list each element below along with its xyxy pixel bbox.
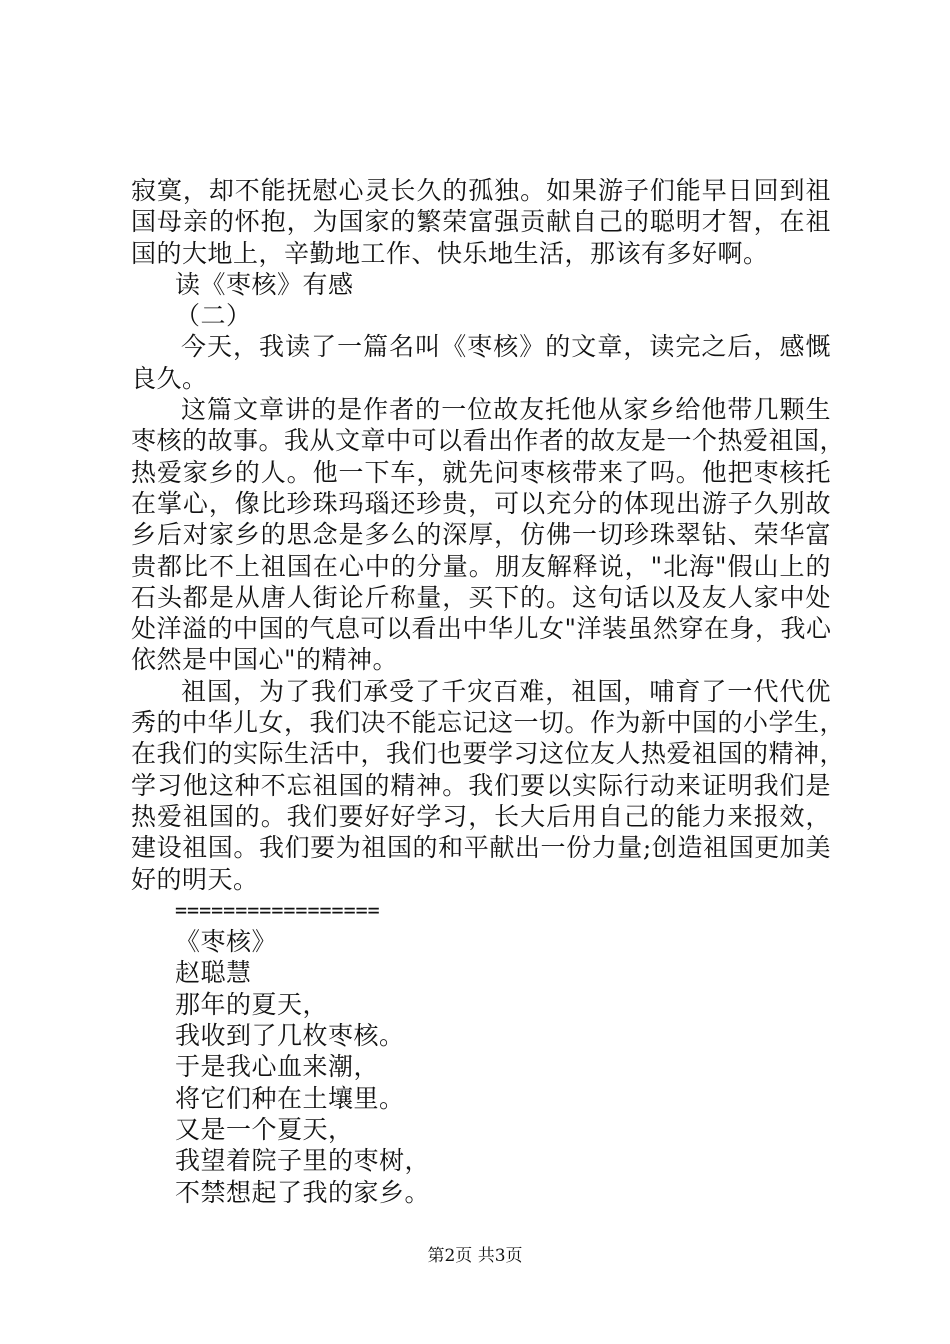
paragraph-line: 良久。 bbox=[131, 363, 208, 393]
poem-line: 我收到了几枚枣核。 bbox=[175, 1021, 405, 1051]
document-body bbox=[131, 175, 846, 1208]
paragraph-line: 依然是中国心"的精神。 bbox=[131, 645, 398, 675]
paragraph-line: 枣核的故事。我从文章中可以看出作者的故友是一个热爱祖国， bbox=[131, 426, 846, 456]
paragraph-line: 热爱家乡的人。他一下车，就先问枣核带来了吗。他把枣核托 bbox=[131, 457, 831, 487]
paragraph-line: 处洋溢的中国的气息可以看出中华儿女"洋装虽然穿在身，我心 bbox=[131, 614, 832, 644]
poem-author: 赵聪慧 bbox=[175, 958, 252, 988]
page-footer: 第2页 共3页 bbox=[427, 1246, 523, 1266]
paragraph-line: 乡后对家乡的思念是多么的深厚，仿佛一切珍珠翠钻、荣华富 bbox=[131, 520, 831, 550]
poem-line: 那年的夏天， bbox=[175, 989, 329, 1019]
separator-line: ================= bbox=[175, 897, 380, 922]
poem-line: 又是一个夏天， bbox=[175, 1114, 354, 1144]
paragraph-line: 学习他这种不忘祖国的精神。我们要以实际行动来证明我们是 bbox=[131, 770, 831, 800]
paragraph-line: 热爱祖国的。我们要好好学习，长大后用自己的能力来报效， bbox=[131, 801, 831, 831]
paragraph-line: 建设祖国。我们要为祖国的和平献出一份力量;创造祖国更加美 bbox=[131, 833, 831, 863]
paragraph-line: 今天，我读了一篇名叫《枣核》的文章，读完之后，感慨 bbox=[181, 332, 831, 362]
paragraph-line: 在掌心，像比珍珠玛瑙还珍贵，可以充分的体现出游子久别故 bbox=[131, 488, 831, 518]
paragraph-line: 寂寞，却不能抚慰心灵长久的孤独。如果游子们能早日回到祖 bbox=[131, 176, 831, 205]
poem-line: 将它们种在土壤里。 bbox=[175, 1083, 405, 1113]
paragraph-line: 贵都比不上祖国在心中的分量。朋友解释说，"北海"假山上的 bbox=[131, 551, 831, 581]
paragraph-line: 秀的中华儿女，我们决不能忘记这一切。作为新中国的小学生， bbox=[131, 708, 846, 738]
paragraph-line: 石头都是从唐人街论斤称量，买下的。这句话以及友人家中处 bbox=[131, 582, 831, 612]
article-title: 读《枣核》有感 bbox=[175, 269, 354, 299]
poem-title: 《枣核》 bbox=[175, 927, 278, 957]
paragraph-line: 在我们的实际生活中，我们也要学习这位友人热爱祖国的精神， bbox=[131, 739, 846, 769]
paragraph-line: 这篇文章讲的是作者的一位故友托他从家乡给他带几颗生 bbox=[181, 395, 831, 425]
poem-line: 我望着院子里的枣树， bbox=[175, 1146, 431, 1176]
poem-line: 不禁想起了我的家乡。 bbox=[175, 1177, 431, 1207]
paragraph-line: 国母亲的怀抱，为国家的繁荣富强贡献自己的聪明才智，在祖 bbox=[131, 207, 831, 237]
paragraph-line: 祖国，为了我们承受了千灾百难，祖国，哺育了一代代优 bbox=[181, 676, 831, 706]
poem-line: 于是我心血来潮， bbox=[175, 1052, 380, 1082]
paragraph-line: 好的明天。 bbox=[131, 864, 259, 894]
section-number: （二） bbox=[175, 301, 252, 331]
paragraph-line: 国的大地上，辛勤地工作、快乐地生活，那该有多好啊。 bbox=[131, 238, 769, 268]
